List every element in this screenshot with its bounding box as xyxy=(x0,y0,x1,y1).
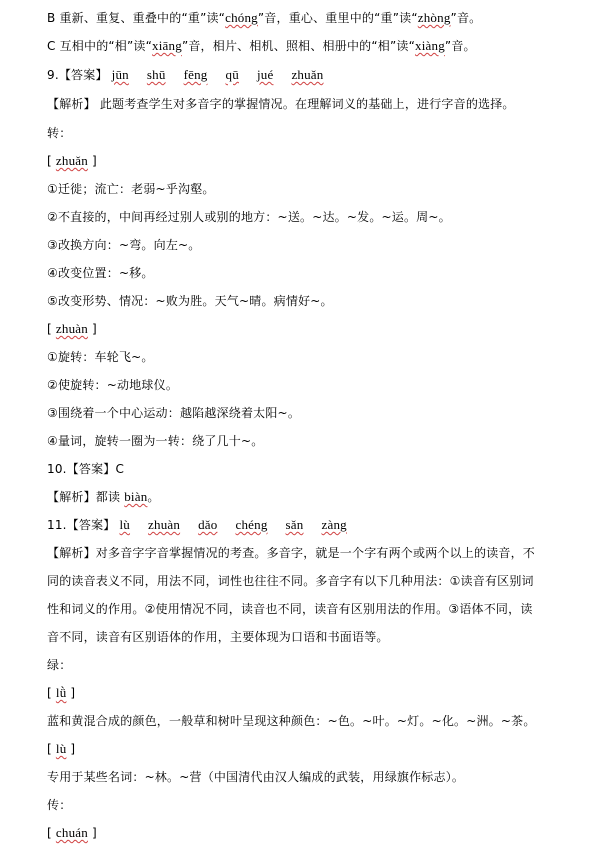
text-line: ①迁徙；流亡：老弱~乎沟壑。 xyxy=(47,182,215,196)
text-line: 【解析】对多音字字音掌握情况的考查。多音字，就是一个字有两个或两个以上的读音，不 xyxy=(47,546,536,560)
pinyin: qū xyxy=(225,67,239,82)
pinyin: lù xyxy=(55,741,67,756)
text-line: ③改换方向：~弯。向左~。 xyxy=(47,238,201,252)
pinyin: zàng xyxy=(321,517,347,532)
text-line: ②使旋转：~动地球仪。 xyxy=(47,378,179,392)
text-line: ②不直接的，中间再经过别人或别的地方：~送。~达。~发。~运。周~。 xyxy=(47,210,451,224)
pinyin: fēng xyxy=(183,67,208,82)
pinyin: chuán xyxy=(55,825,88,840)
text-line: 绿： xyxy=(47,658,72,672)
pinyin: xiāng xyxy=(152,38,182,53)
pinyin: zhuǎn xyxy=(55,153,88,168)
text-line: 转： xyxy=(47,126,72,140)
text-line: ④量词，旋转一圈为一转：绕了几十~。 xyxy=(47,434,264,448)
text-line: 传： xyxy=(47,798,72,812)
text-line: 性和词义的作用。②使用情况不同，读音也不同，读音有区别用法的作用。③语体不同，读 xyxy=(47,602,533,616)
text-line: 同的读音表义不同，用法不同，词性也往往不同。多音字有以下几种用法：①读音有区别词 xyxy=(47,574,534,588)
text-line: 专用于某些名词：~林。~营（中国清代由汉人编成的武装，用绿旗作标志）。 xyxy=(47,770,465,784)
pinyin: jué xyxy=(256,67,274,82)
pinyin: zhuàn xyxy=(148,517,181,532)
text-line: 蓝和黄混合成的颜色，一般草和树叶呈现这种颜色：~色。~叶。~灯。~化。~洲。~茶。 xyxy=(47,714,536,728)
text-line: ④改变位置：~移。 xyxy=(47,266,154,280)
reading-bracket: [ lǜ ] xyxy=(47,685,76,700)
answer-line: 10.【答案】C xyxy=(47,462,125,476)
pinyin: chéng xyxy=(235,517,268,532)
text-line: 【解析】都读 biàn。 xyxy=(47,489,160,504)
pinyin: biàn xyxy=(124,489,148,504)
reading-bracket: [ zhuǎn ] xyxy=(47,153,97,168)
answer-line: 11.【答案】 lù zhuàn dǎo chéng sǎn zàng xyxy=(47,517,347,532)
reading-bracket: [ zhuàn ] xyxy=(47,321,97,336)
text-line: C 互相中的“相”读“xiāng”音，相片、相机、照相、相册中的“相”读“xiàng”音。 xyxy=(47,38,476,53)
pinyin: zhuàn xyxy=(55,321,88,336)
text-line: ⑤改变形势、情况：~败为胜。天气~晴。病情好~。 xyxy=(47,294,333,308)
answer-line: 9.【答案】 jūn shū fēng qū jué zhuǎn xyxy=(47,67,324,82)
pinyin: zhòng xyxy=(417,10,451,25)
pinyin: lù xyxy=(119,517,131,532)
reading-bracket: [ chuán ] xyxy=(47,825,97,840)
text-line: ③围绕着一个中心运动：越陷越深绕着太阳~。 xyxy=(47,406,301,420)
reading-bracket: [ lù ] xyxy=(47,741,76,756)
pinyin: sǎn xyxy=(285,517,304,532)
text-line: ①旋转：车轮飞~。 xyxy=(47,350,154,364)
text-line: 音不同，读音有区别语体的作用，主要体现为口语和书面语等。 xyxy=(47,630,389,644)
pinyin: jūn xyxy=(111,67,129,82)
pinyin: shū xyxy=(146,67,166,82)
pinyin: dǎo xyxy=(198,517,218,532)
pinyin: zhuǎn xyxy=(291,67,324,82)
pinyin: xiàng xyxy=(415,38,445,53)
pinyin: chóng xyxy=(225,10,258,25)
text-line: B 重新、重复、重叠中的“重”读“chóng”音，重心、重里中的“重”读“zhòng”音。 xyxy=(47,10,482,25)
pinyin: lǜ xyxy=(55,685,67,700)
text-line: 【解析】 此题考查学生对多音字的掌握情况。在理解词义的基础上，进行字音的选择。 xyxy=(47,97,515,111)
